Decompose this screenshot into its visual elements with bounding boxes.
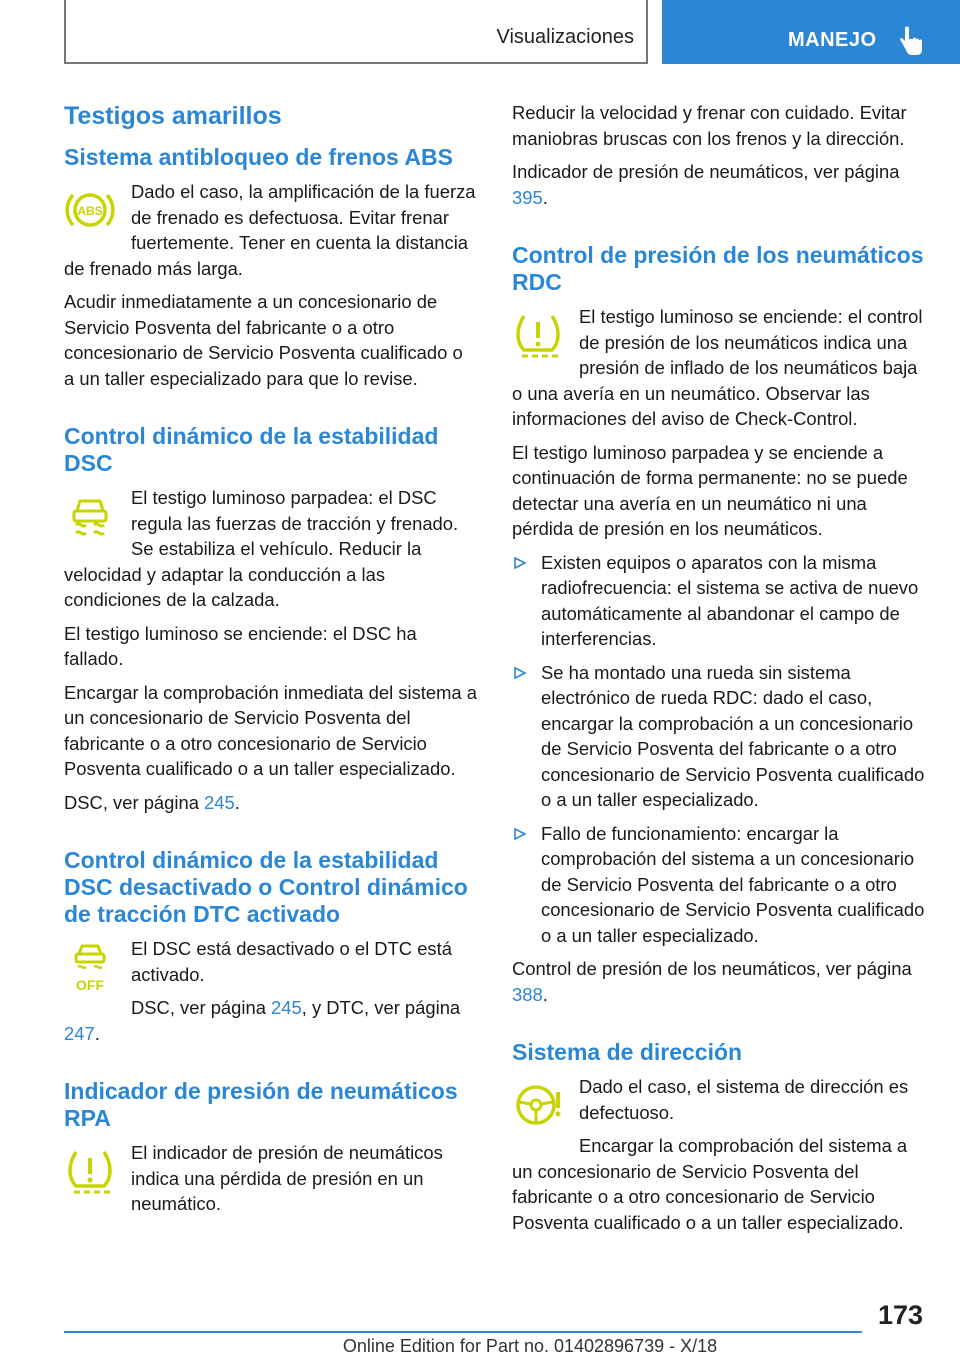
abs-block — [64, 179, 478, 281]
dsc-paragraph-1: El testigo luminoso parpadea: el DSC regula las fuerzas de tracción y frenado. Se estabiliza el vehículo. Reducir la velocidad y adaptar la conducción a las condiciones de la calzada. — [64, 487, 459, 610]
list-item — [512, 821, 926, 949]
list-item — [512, 550, 926, 652]
dsc-block — [64, 485, 478, 613]
rdc-bullet-2: Se ha montado una rueda sin sistema electrónico de rueda RDC: dado el caso, encargar la comprobación a un concesionario de Servicio Posventa del fabricante o a otro concesionario de Servicio Posventa cualificado o a un taller especializado. — [541, 661, 925, 810]
footer-divider — [64, 1331, 862, 1333]
rpa-ref-text: Indicador de presión de neumáticos, ver página — [512, 161, 900, 182]
rdc-ref-end: . — [542, 983, 548, 1005]
rdc-bullet-list — [512, 550, 926, 949]
dsc-off-ref-a: DSC, ver página — [131, 997, 272, 1018]
abs-heading: Sistema antibloqueo de frenos ABS — [64, 144, 453, 170]
dsc-off-icon — [64, 940, 116, 994]
rdc-bullet-3: Fallo de funcionamiento: encargar la comprobación del sistema a un concesionario de Servicio Posventa del fabricante o a otro concesionario de Servicio Posventa cualificado o a un taller especializado. — [541, 822, 925, 946]
rpa-reference — [512, 159, 926, 210]
dsc-off-page-link-a[interactable]: 245 — [271, 997, 302, 1018]
dsc-heading: Control dinámico de la estabilidad DSC — [64, 423, 439, 476]
page-number: 173 — [878, 1300, 924, 1330]
dsc-off-page-link-b[interactable]: 247 — [64, 1022, 95, 1044]
rdc-reference — [512, 956, 926, 1007]
rdc-paragraph-1: El testigo luminoso se enciende: el control de presión de los neumáticos indica una presión de inflado de los neumáticos baja o una avería en un neumático. Observar las informaciones del aviso de Check-Control. — [512, 306, 923, 429]
steering-warning-icon — [512, 1078, 564, 1132]
rpa-page-link[interactable]: 395 — [512, 186, 543, 208]
rpa-paragraph-2: Reducir la velocidad y frenar con cuidado. Evitar maniobras bruscas con los frenos y la dirección. — [512, 102, 907, 149]
steering-block — [512, 1074, 926, 1235]
rpa-heading: Indicador de presión de neumáticos RPA — [64, 1078, 458, 1131]
pointing-hand-icon — [899, 26, 923, 56]
triangle-bullet-icon — [514, 828, 526, 840]
header-chapter-tab — [662, 0, 960, 64]
tire-pressure-icon — [64, 1144, 116, 1198]
dsc-paragraph-3: Encargar la comprobación inmediata del sistema a un concesionario de Servicio Posventa del fabricante o a otro concesionario de Servicio Posventa cualificado o a un taller especializado. — [64, 681, 477, 779]
dsc-off-icon-label: OFF — [76, 977, 104, 993]
rdc-paragraph-2: El testigo luminoso parpadea y se enciende a continuación de forma permanente: no se puede detectar una avería en un neumático ni una pérdida de presión en los neumáticos. — [512, 441, 908, 539]
footer-edition: Online Edition for Part no. 01402896739 - X/18 — [342, 1336, 718, 1356]
rdc-page-link[interactable]: 388 — [512, 983, 543, 1005]
abs-paragraph-1: Dado el caso, la amplificación de la fuerza de frenado es defectuosa. Evitar frenar fuertemente. Tener en cuenta la distancia de frenado más larga. — [64, 181, 476, 279]
page-title: Testigos amarillos — [64, 102, 282, 130]
dsc-page-link[interactable]: 245 — [204, 791, 235, 813]
rpa-block — [64, 1140, 478, 1217]
dsc-off-paragraph-1: El DSC está desactivado o el DTC está activado. — [131, 938, 452, 985]
abs-icon-label: ABS — [77, 204, 103, 218]
dsc-ref-end: . — [234, 791, 240, 813]
rpa-paragraph-1: El indicador de presión de neumáticos indica una pérdida de presión en un neumático. — [131, 1142, 443, 1214]
header-section-title: Visualizaciones — [496, 26, 634, 48]
dsc-off-reference — [64, 995, 478, 1046]
header-section-box — [64, 0, 648, 64]
rdc-block — [512, 304, 926, 432]
steering-paragraph-1: Dado el caso, el sistema de dirección es defectuoso. — [579, 1076, 909, 1123]
dsc-off-heading: Control dinámico de la estabilidad DSC desactivado o Control dinámico de tracción DTC activado — [64, 847, 468, 927]
rpa-ref-end: . — [542, 186, 548, 208]
dsc-off-ref-b: , y DTC, ver página — [301, 997, 461, 1018]
dsc-off-ref-end: . — [94, 1022, 100, 1044]
tire-pressure-icon — [512, 308, 564, 362]
rdc-ref-text: Control de presión de los neumáticos, ver página — [512, 958, 912, 979]
rdc-heading: Control de presión de los neumáticos RDC — [512, 242, 924, 295]
header-chapter-title: MANEJO — [788, 29, 877, 51]
right-column — [512, 100, 926, 1243]
dsc-off-block — [64, 936, 478, 1046]
steering-heading: Sistema de dirección — [512, 1039, 743, 1065]
dsc-paragraph-2: El testigo luminoso se enciende: el DSC ha fallado. — [64, 622, 417, 669]
steering-paragraph-2: Encargar la comprobación del sistema a un concesionario de Servicio Posventa del fabricante o a otro concesionario de Servicio Posventa cualificado o a un taller especializado. — [512, 1135, 908, 1233]
list-item — [512, 660, 926, 813]
dsc-reference — [64, 790, 478, 816]
triangle-bullet-icon — [514, 667, 526, 679]
left-column — [64, 100, 478, 1225]
abs-paragraph-2: Acudir inmediatamente a un concesionario de Servicio Posventa del fabricante o a otro concesionario de Servicio Posventa cualificado o a un taller especializado para que lo revise. — [64, 291, 463, 389]
abs-warning-icon — [64, 183, 116, 237]
dsc-icon — [64, 489, 116, 543]
dsc-ref-text: DSC, ver página — [64, 791, 205, 813]
triangle-bullet-icon — [514, 557, 526, 569]
rdc-bullet-1: Existen equipos o aparatos con la misma radiofrecuencia: el sistema se activa de nuevo automáticamente al abandonar el campo de interferencias. — [541, 551, 919, 649]
